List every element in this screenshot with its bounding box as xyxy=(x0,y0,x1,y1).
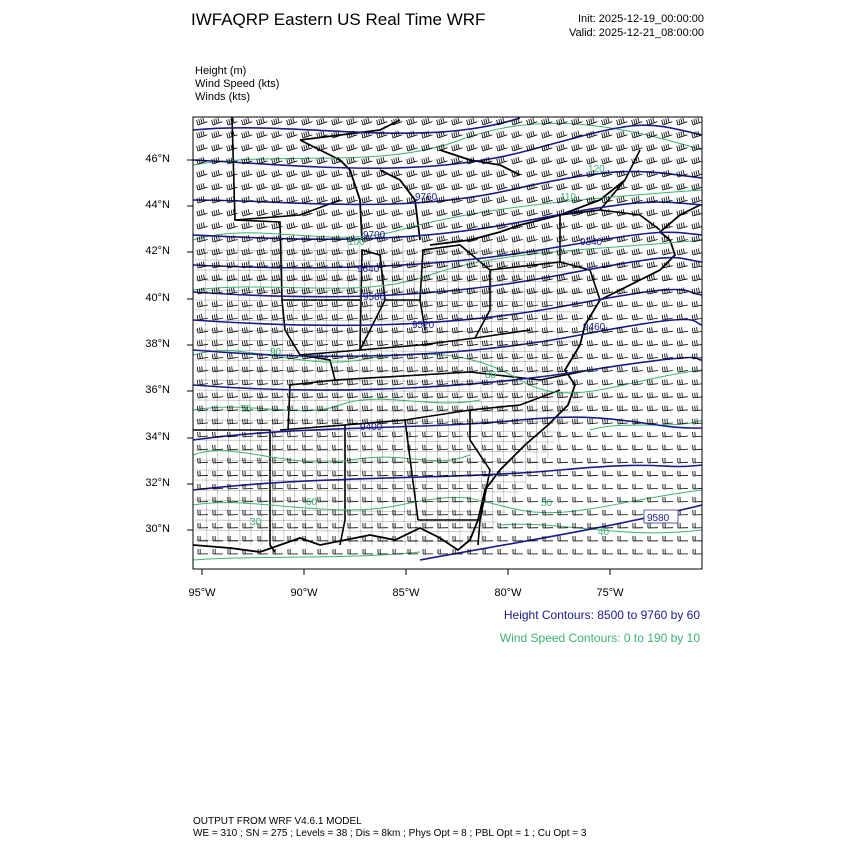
wind-speed-label: 60 xyxy=(306,497,318,508)
valid-time: Valid: 2025-12-21_08:00:00 xyxy=(569,27,704,39)
lat-label: 36°N xyxy=(145,384,170,396)
lat-label: 44°N xyxy=(145,199,170,211)
lon-label: 75°W xyxy=(596,587,624,599)
wind-speed-label: 50 xyxy=(541,498,553,509)
lon-label: 80°W xyxy=(494,587,522,599)
lat-label: 46°N xyxy=(145,153,170,165)
coastline xyxy=(193,120,700,552)
lon-label: 95°W xyxy=(188,587,216,599)
height-label: 9760 xyxy=(415,192,438,203)
height-label: 9580 xyxy=(647,513,670,524)
wind-speed-label: 100 xyxy=(348,237,365,248)
lat-label: 40°N xyxy=(145,292,170,304)
map-title: IWFAQRP Eastern US Real Time WRF xyxy=(191,10,486,29)
wind-contour-legend: Wind Speed Contours: 0 to 190 by 10 xyxy=(499,631,700,645)
lon-label: 90°W xyxy=(290,587,318,599)
lat-label: 34°N xyxy=(145,431,170,443)
height-label: 9340 xyxy=(580,237,603,248)
height-label: 9580 xyxy=(363,292,386,303)
wind-speed-label: 90 xyxy=(270,347,282,358)
wind-speed-label: 70 xyxy=(240,404,252,415)
lat-label: 30°N xyxy=(145,523,170,535)
lat-label: 42°N xyxy=(145,245,170,257)
lon-label: 85°W xyxy=(392,587,420,599)
height-label: 9700 xyxy=(363,230,386,241)
wind-speed-label: 40 xyxy=(598,527,610,538)
config-footer: WE = 310 ; SN = 275 ; Levels = 38 ; Dis = 8km ; Phys Opt = 8 ; PBL Opt = 1 ; Cu Opt = 3 xyxy=(193,828,587,839)
height-label: 9400 xyxy=(360,422,383,433)
lat-label: 32°N xyxy=(145,477,170,489)
wind-speed-label: 110 xyxy=(560,192,576,203)
county-grid xyxy=(195,240,580,545)
field-label-winds: Winds (kts) xyxy=(195,91,250,103)
height-label: 9520 xyxy=(412,320,435,331)
height-contour-legend: Height Contours: 8500 to 9760 by 60 xyxy=(503,608,700,622)
model-footer: OUTPUT FROM WRF V4.6.1 MODEL xyxy=(193,816,362,827)
field-label-wind-speed: Wind Speed (kts) xyxy=(195,78,280,90)
wind-speed-label: 120 xyxy=(588,164,605,175)
init-time: Init: 2025-12-19_00:00:00 xyxy=(578,13,704,25)
height-label: 9460 xyxy=(583,322,606,333)
field-label-height: Height (m) xyxy=(195,65,247,77)
wind-speed-label: 30 xyxy=(250,517,262,528)
wind-speed-label: 80 xyxy=(485,370,497,381)
height-label: 9640 xyxy=(357,264,380,275)
lat-label: 38°N xyxy=(145,338,170,350)
